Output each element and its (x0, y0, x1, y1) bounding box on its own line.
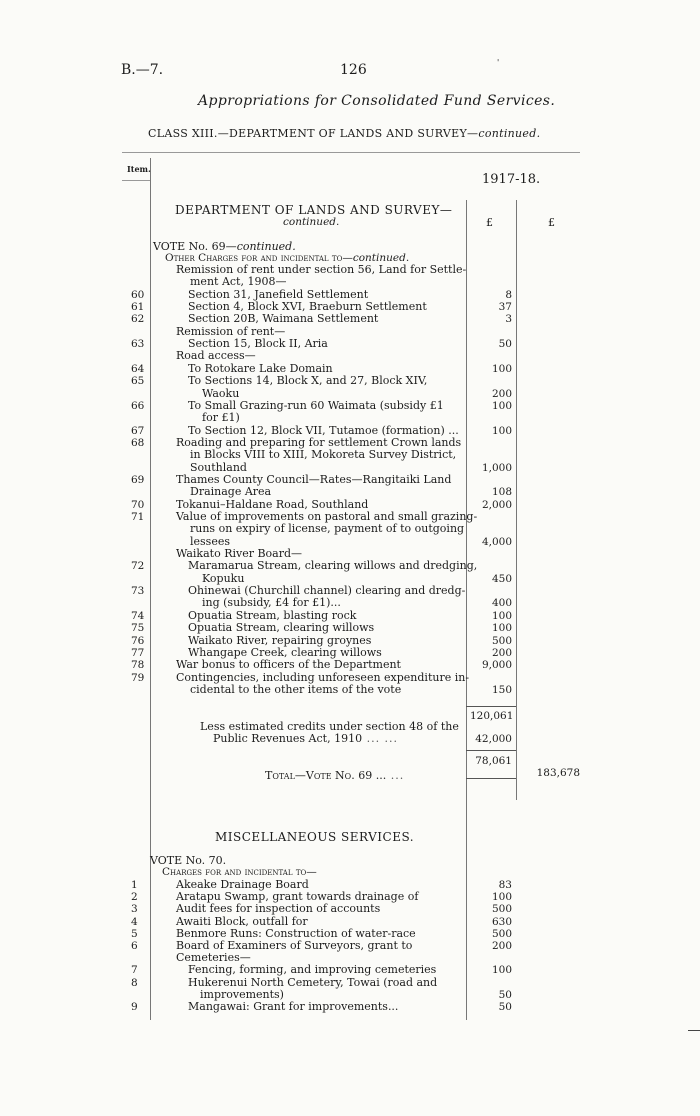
item-number: 69 (131, 473, 145, 486)
pound-header-1: £ (486, 216, 493, 229)
item-description (188, 375, 427, 387)
item-number: 7 (131, 964, 138, 977)
item-text: To Section 12, Block VII, Tutamoe (formation) ... (188, 423, 459, 437)
less-credits-amount: 42,000 (475, 733, 512, 745)
item-description (188, 363, 333, 375)
item-text: Southland (190, 460, 247, 474)
item-description (188, 313, 378, 325)
item-description (190, 523, 464, 535)
item-text: Waikato River, repairing groynes (188, 633, 372, 647)
item-text: Maramarua Stream, clearing willows and dredging, (188, 559, 478, 573)
net-amount: 78,061 (475, 755, 512, 767)
item-text: Section 20B, Waimana Settlement (188, 312, 379, 326)
item-amount: 100 (491, 891, 512, 904)
item-text: Hukerenui North Cemetery, Towai (road and (188, 975, 438, 989)
item-description (176, 326, 285, 338)
item-amount: 630 (491, 915, 512, 928)
item-amount: 9,000 (481, 659, 512, 672)
item-text: Roading and preparing for settlement Crown lands (176, 435, 462, 449)
item-description (202, 573, 244, 585)
item-number: 68 (131, 436, 145, 449)
class-heading-text: CLASS XIII.—DEPARTMENT OF LANDS AND SURVEY— (148, 127, 479, 140)
item-amount: 50 (498, 988, 512, 1001)
item-description (176, 511, 477, 523)
item-column-header: Item. (127, 164, 151, 174)
item-number: 70 (131, 498, 145, 511)
item-amount: 37 (498, 301, 512, 314)
amount-column-rule-right (516, 200, 517, 800)
item-number: 1 (131, 879, 138, 891)
item-number: 75 (131, 622, 145, 635)
item-amount: 150 (491, 683, 512, 696)
item-number: 74 (131, 609, 145, 622)
subtotal-amount: 120,061 (470, 710, 514, 722)
item-description (188, 977, 437, 989)
item-description (188, 301, 427, 313)
section-title-cont: continued. (283, 216, 340, 228)
item-description (176, 548, 302, 560)
item-description (200, 989, 284, 1001)
item-text: ing (subsidy, £4 for £1)... (202, 596, 341, 610)
item-description (190, 462, 247, 474)
item-text: Value of improvements on pastoral and small grazing- (176, 510, 478, 523)
item-amount: 500 (491, 903, 512, 916)
item-text: Cemeteries— (176, 951, 251, 965)
item-amount: 108 (491, 486, 512, 499)
item-number: 5 (131, 927, 138, 940)
item-description (188, 964, 436, 976)
item-description (176, 928, 416, 940)
item-number: 67 (131, 424, 145, 437)
item-text: Thames County Council—Rates—Rangitaiki Land (176, 472, 452, 486)
item-amount: 100 (491, 609, 512, 622)
item-number: 64 (131, 362, 145, 375)
item-description (188, 622, 374, 634)
item-description (176, 499, 368, 511)
item-text: Opuatia Stream, clearing willows (188, 621, 375, 635)
item-number: 65 (131, 375, 145, 388)
item-amount: 200 (491, 646, 512, 659)
item-description (190, 449, 456, 461)
amount-column-rule-left (466, 200, 467, 1020)
item-amount: 2,000 (481, 498, 512, 511)
item-amount: 200 (491, 940, 512, 952)
item-description (176, 879, 309, 891)
item-description (176, 350, 256, 362)
item-text: War bonus to officers of the Department (176, 658, 401, 672)
item-text: Akeake Drainage Board (176, 878, 309, 891)
pound-header-2: £ (548, 216, 555, 229)
item-amount: 100 (491, 399, 512, 412)
item-text: in Blocks VIII to XIII, Mokoreta Survey District, (190, 448, 457, 462)
item-description (188, 647, 382, 659)
item-amount: 100 (491, 622, 512, 635)
item-text: Waoku (202, 386, 240, 400)
item-text: To Sections 14, Block X, and 27, Block XIV, (188, 374, 428, 388)
item-description (188, 635, 371, 647)
item-text: Section 4, Block XVI, Braeburn Settlement (188, 300, 427, 314)
item-text: To Small Grazing-run 60 Waimata (subsidy £1 (188, 398, 444, 412)
item-text: Ohinewai (Churchill channel) clearing and dredg- (188, 584, 466, 598)
item-description (190, 486, 271, 498)
less-credits-line-1: Less estimated credits under section 48 of the (200, 720, 459, 733)
subtotal-rule (466, 706, 516, 707)
page-speck: ' (497, 58, 500, 67)
item-number: 2 (131, 891, 138, 904)
item-description (176, 903, 380, 915)
item-amount: 100 (491, 964, 512, 977)
item-header-rule (122, 180, 150, 181)
item-amount: 200 (491, 387, 512, 400)
item-description (176, 672, 469, 684)
item-number: 78 (131, 659, 145, 672)
item-amount: 500 (491, 634, 512, 647)
item-description (202, 597, 341, 609)
item-number: 6 (131, 940, 138, 952)
item-text: Benmore Runs: Construction of water-race (176, 926, 416, 940)
item-number: 63 (131, 338, 145, 351)
item-number: 73 (131, 585, 145, 598)
net-rule (466, 750, 516, 751)
item-text: Kopuku (202, 571, 245, 585)
item-number: 66 (131, 399, 145, 412)
item-text: Contingencies, including unforeseen expenditure in- (176, 670, 470, 684)
class-heading (148, 127, 540, 140)
total-amount: 183,678 (536, 767, 580, 779)
item-amount: 8 (505, 288, 512, 301)
item-amount: 1,000 (481, 461, 512, 474)
year-column-header: 1917-18. (482, 172, 541, 187)
item-text: Awaiti Block, outfall for (176, 914, 308, 928)
vote-70-charges: Charges for and incidental to— (162, 866, 317, 878)
item-text: Board of Examiners of Surveyors, grant to (176, 939, 413, 952)
vote-label: VOTE No. 69— (153, 240, 237, 253)
header-rule (122, 152, 580, 153)
item-number: 60 (131, 288, 145, 301)
item-description (188, 338, 328, 350)
item-text: Remission of rent— (176, 324, 286, 338)
item-text: Section 31, Janefield Settlement (188, 287, 369, 301)
page-number: 126 (340, 62, 367, 78)
item-amount: 450 (491, 572, 512, 585)
item-text: Audit fees for inspection of accounts (176, 902, 381, 916)
item-text: Road access— (176, 349, 256, 363)
item-text: ment Act, 1908— (190, 275, 287, 289)
item-number: 4 (131, 915, 138, 928)
item-number: 61 (131, 301, 145, 314)
item-number: 8 (131, 976, 138, 989)
item-number: 76 (131, 634, 145, 647)
item-amount: 100 (491, 362, 512, 375)
item-number: 9 (131, 1001, 138, 1013)
item-text: To Rotokare Lake Domain (188, 361, 333, 375)
item-description (190, 684, 401, 696)
document-reference: B.—7. (121, 62, 164, 78)
total-label-text: Total—Vote No. 69 ... (265, 769, 387, 782)
item-text: lessees (190, 534, 230, 548)
item-description (176, 891, 418, 903)
item-text: Remission of rent under section 56, Land for Settle- (176, 263, 467, 276)
total-label: Total—Vote No. 69 ... ... (265, 769, 405, 782)
item-description (176, 952, 251, 964)
item-text: improvements) (200, 987, 284, 1001)
page-title: Appropriations for Consolidated Fund Services. (198, 93, 556, 109)
item-number: 72 (131, 560, 145, 573)
charges-label: Other Charges for and incidental to— (165, 252, 353, 264)
item-amount: 83 (498, 879, 512, 891)
item-description (190, 536, 230, 548)
less-credits-line-2: Public Revenues Act, 1910 ... ... (213, 732, 399, 745)
item-number: 3 (131, 903, 138, 916)
margin-mark (688, 1030, 700, 1031)
item-description (176, 474, 451, 486)
item-description (190, 276, 286, 288)
item-description (188, 400, 444, 412)
item-amount: 400 (491, 597, 512, 610)
item-description (176, 916, 308, 928)
item-number: 77 (131, 646, 145, 659)
item-description (188, 585, 465, 597)
item-text: Section 15, Block II, Aria (188, 337, 328, 351)
item-text: Opuatia Stream, blasting rock (188, 608, 357, 622)
item-text: Aratapu Swamp, grant towards drainage of (176, 890, 419, 904)
item-text: Waikato River Board— (176, 547, 303, 561)
item-number: 71 (131, 511, 145, 523)
item-description (176, 264, 466, 276)
item-amount: 100 (491, 424, 512, 437)
item-description (188, 560, 477, 572)
item-amount: 4,000 (481, 535, 512, 548)
misc-section-title: MISCELLANEOUS SERVICES. (215, 830, 415, 844)
item-number: 62 (131, 313, 145, 326)
class-heading-suffix: continued. (478, 127, 541, 140)
charges-cont: continued. (352, 252, 410, 264)
vote-70-heading: VOTE No. 70. (150, 854, 227, 867)
less-credits-text: Public Revenues Act, 1910 (213, 732, 363, 745)
item-text: runs on expiry of license, payment of to outgoing (190, 522, 465, 536)
item-description (202, 412, 240, 424)
item-text: Drainage Area (190, 485, 272, 499)
item-description (176, 659, 401, 671)
item-text: Whangape Creek, clearing willows (188, 645, 382, 659)
vote-cont: continued. (236, 240, 296, 253)
item-amount: 50 (498, 1001, 512, 1013)
item-text: cidental to the other items of the vote (190, 682, 402, 696)
item-description (176, 940, 412, 952)
total-rule (466, 778, 516, 779)
item-text: Mangawai: Grant for improvements... (188, 1000, 399, 1013)
item-description (188, 610, 356, 622)
item-number: 79 (131, 671, 145, 684)
item-description (188, 425, 459, 437)
item-amount: 50 (498, 338, 512, 351)
item-description (202, 388, 239, 400)
item-description (188, 289, 368, 301)
item-text: Fencing, forming, and improving cemeteries (188, 963, 437, 977)
item-text: Tokanui–Haldane Road, Southland (176, 497, 369, 511)
item-amount: 500 (491, 927, 512, 940)
item-text: for £1) (202, 411, 240, 425)
item-amount: 3 (505, 313, 512, 326)
item-description (176, 437, 461, 449)
section-title: DEPARTMENT OF LANDS AND SURVEY— (175, 203, 453, 217)
item-description (188, 1001, 398, 1013)
